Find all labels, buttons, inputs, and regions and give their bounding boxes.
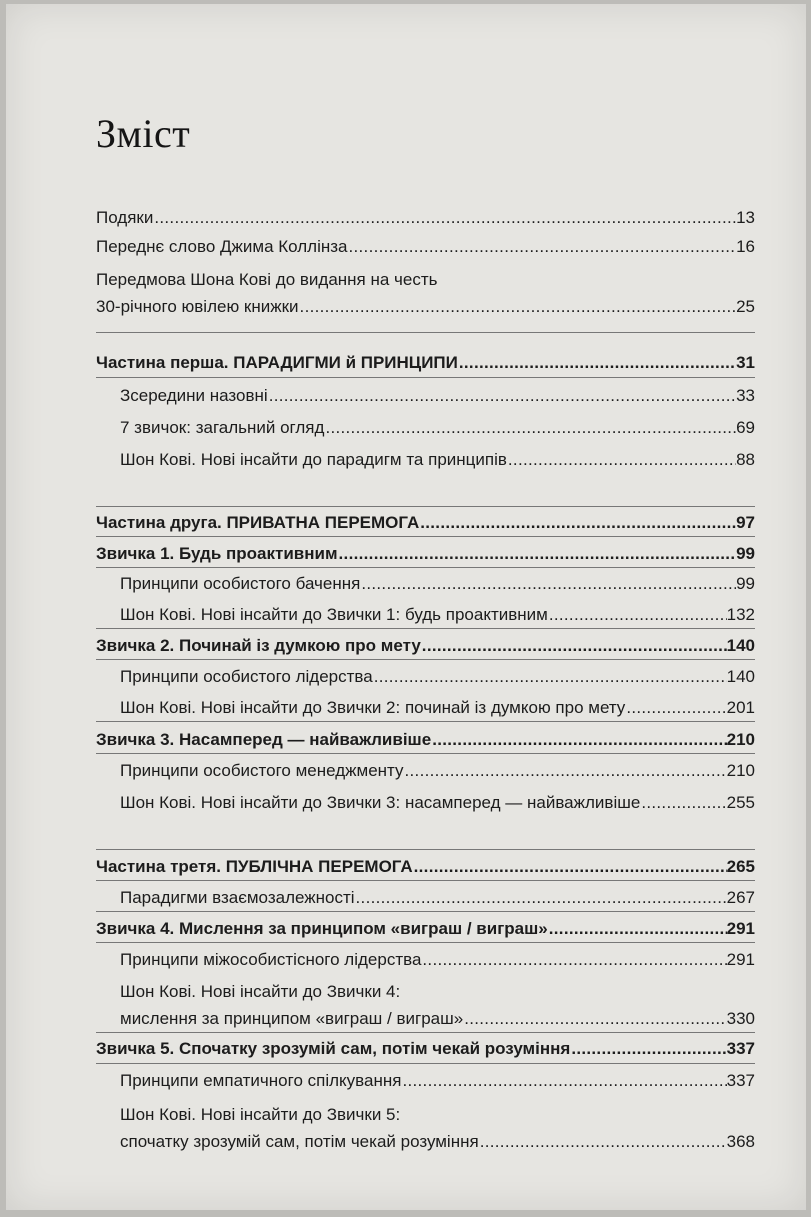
toc-page-number: 368 [726,1132,755,1151]
toc-page-number: 33 [736,386,755,405]
toc-leader [570,1035,726,1062]
toc-leader [153,204,736,231]
section-divider [96,536,755,537]
toc-leader [355,884,727,911]
toc-entry-interdependence[interactable] [120,884,755,911]
toc-page-number: 330 [726,1009,755,1028]
section-divider [96,1063,755,1064]
toc-page-number: 210 [726,730,755,749]
toc-label: Принципи особистого менеджменту [120,761,404,780]
toc-leader [507,446,736,473]
toc-label: Частина третя. ПУБЛІЧНА ПЕРЕМОГА [96,857,413,876]
toc-label: Частина перша. ПАРАДИГМИ й ПРИНЦИПИ [96,353,458,372]
toc-label: Звичка 3. Насамперед — найважливіше [96,730,432,749]
toc-entry-part-three[interactable] [96,853,755,880]
toc-page-number: 291 [726,950,755,969]
toc-entry-habit-4[interactable] [96,915,755,942]
toc-label: Звичка 5. Спочатку зрозумій сам, потім чекай розуміння [96,1039,571,1058]
toc-page-number: 69 [736,418,755,437]
toc-page-number: 337 [726,1039,755,1058]
toc-entry-insights-paradigms[interactable] [120,446,755,473]
toc-label-line1: Передмова Шона Кові до видання на честь [96,270,438,289]
section-divider [96,567,755,568]
toc-entry-habit-3[interactable] [96,726,755,753]
section-divider [96,659,755,660]
toc-page-number: 291 [726,919,755,938]
toc-label-line1: Шон Кові. Нові інсайти до Звички 4: [120,982,401,1001]
toc-label: Принципи особистого лідерства [120,667,373,686]
toc-label: Шон Кові. Нові інсайти до Звички 3: насамперед — найважливіше [120,793,641,812]
toc-leader [347,233,736,260]
toc-label: Шон Кові. Нові інсайти до Звички 1: будь проактивним [120,605,548,624]
toc-label: Принципи емпатичного спілкування [120,1071,402,1090]
toc-entry-insights-habit-1[interactable] [120,601,755,628]
toc-leader [548,601,727,628]
toc-label: Принципи міжособистісного лідерства [120,950,422,969]
toc-leader [338,540,737,567]
toc-page-number: 267 [726,888,755,907]
toc-label: Звичка 4. Мислення за принципом «виграш / виграш» [96,919,548,938]
toc-label: 30-річного ювілею книжки [96,297,299,316]
section-divider [96,721,755,722]
toc-page-number: 140 [726,667,755,686]
toc-page-number: 337 [726,1071,755,1090]
toc-label: Шон Кові. Нові інсайти до парадигм та принципів [120,450,507,469]
toc-entry-inside-out[interactable] [120,382,755,409]
toc-page-number: 265 [726,857,755,876]
toc-entry-habits-overview[interactable] [120,414,755,441]
toc-page-number: 210 [726,761,755,780]
toc-entry-interpersonal-leadership[interactable] [120,946,755,973]
toc-label: Переднє слово Джима Коллінза [96,237,348,256]
section-divider [96,880,755,881]
toc-leader [479,1128,727,1155]
toc-leader [640,789,726,816]
toc-entry-habit-2[interactable] [96,632,755,659]
toc-label: мислення за принципом «виграш / виграш» [120,1009,464,1028]
toc-label: Подяки [96,208,154,227]
toc-page-number: 88 [736,450,755,469]
table-of-contents [6,4,806,1210]
toc-leader [431,726,726,753]
toc-entry-acknowledgements[interactable] [96,204,755,231]
toc-page-number: 25 [736,297,755,316]
toc-entry-part-one[interactable] [96,349,755,376]
toc-label: Шон Кові. Нові інсайти до Звички 2: починай із думкою про мету [120,698,626,717]
toc-leader [413,853,727,880]
toc-leader [419,509,736,536]
toc-entry-foreword-collins[interactable] [96,233,755,260]
toc-entry-insights-habit-4[interactable] [120,978,755,1032]
toc-entry-habit-1[interactable] [96,540,755,567]
toc-leader [324,414,736,441]
toc-entry-habit-5[interactable] [96,1035,755,1062]
toc-leader [625,694,726,721]
toc-entry-personal-management[interactable] [120,757,755,784]
toc-page-number: 201 [726,698,755,717]
section-divider [96,628,755,629]
toc-leader [299,293,737,320]
toc-page-number: 99 [736,574,755,593]
toc-entry-insights-habit-2[interactable] [120,694,755,721]
toc-entry-part-two[interactable] [96,509,755,536]
toc-label: Парадигми взаємозалежності [120,888,355,907]
toc-page-number: 97 [736,513,755,532]
toc-label: Звичка 2. Починай із думкою про мету [96,636,421,655]
toc-page-number: 99 [736,544,755,563]
section-divider [96,332,755,333]
toc-entry-insights-habit-5[interactable] [120,1101,755,1155]
toc-leader [360,570,736,597]
section-divider [96,942,755,943]
section-divider [96,753,755,754]
toc-leader [373,663,727,690]
toc-label-line1: Шон Кові. Нові інсайти до Звички 5: [120,1105,401,1124]
toc-entry-insights-habit-3[interactable] [120,789,755,816]
toc-page-number: 132 [726,605,755,624]
toc-entry-preface-covey[interactable] [96,266,755,320]
toc-page-number: 31 [736,353,755,372]
section-divider [96,911,755,912]
toc-leader [421,632,727,659]
section-divider [96,506,755,507]
toc-label: Принципи особистого бачення [120,574,361,593]
toc-label: Зсередини назовні [120,386,268,405]
toc-entry-personal-vision[interactable] [120,570,755,597]
toc-page-number: 255 [726,793,755,812]
section-divider [96,1032,755,1033]
toc-label: спочатку зрозумій сам, потім чекай розуміння [120,1132,479,1151]
toc-page-number: 16 [736,237,755,256]
page-title: Зміст [96,111,191,156]
toc-leader [401,1067,726,1094]
toc-label: 7 звичок: загальний огляд [120,418,325,437]
toc-leader [421,946,726,973]
section-divider [96,377,755,378]
toc-entry-personal-leadership[interactable] [120,663,755,690]
book-page [6,4,806,1210]
toc-leader [458,349,736,376]
toc-entry-empathic-communication[interactable] [120,1067,755,1094]
section-divider [96,849,755,850]
toc-page-number: 13 [736,208,755,227]
toc-leader [268,382,736,409]
toc-leader [548,915,727,942]
toc-leader [404,757,727,784]
toc-label: Частина друга. ПРИВАТНА ПЕРЕМОГА [96,513,420,532]
toc-label: Звичка 1. Будь проактивним [96,544,338,563]
toc-page-number: 140 [726,636,755,655]
toc-leader [463,1005,726,1032]
